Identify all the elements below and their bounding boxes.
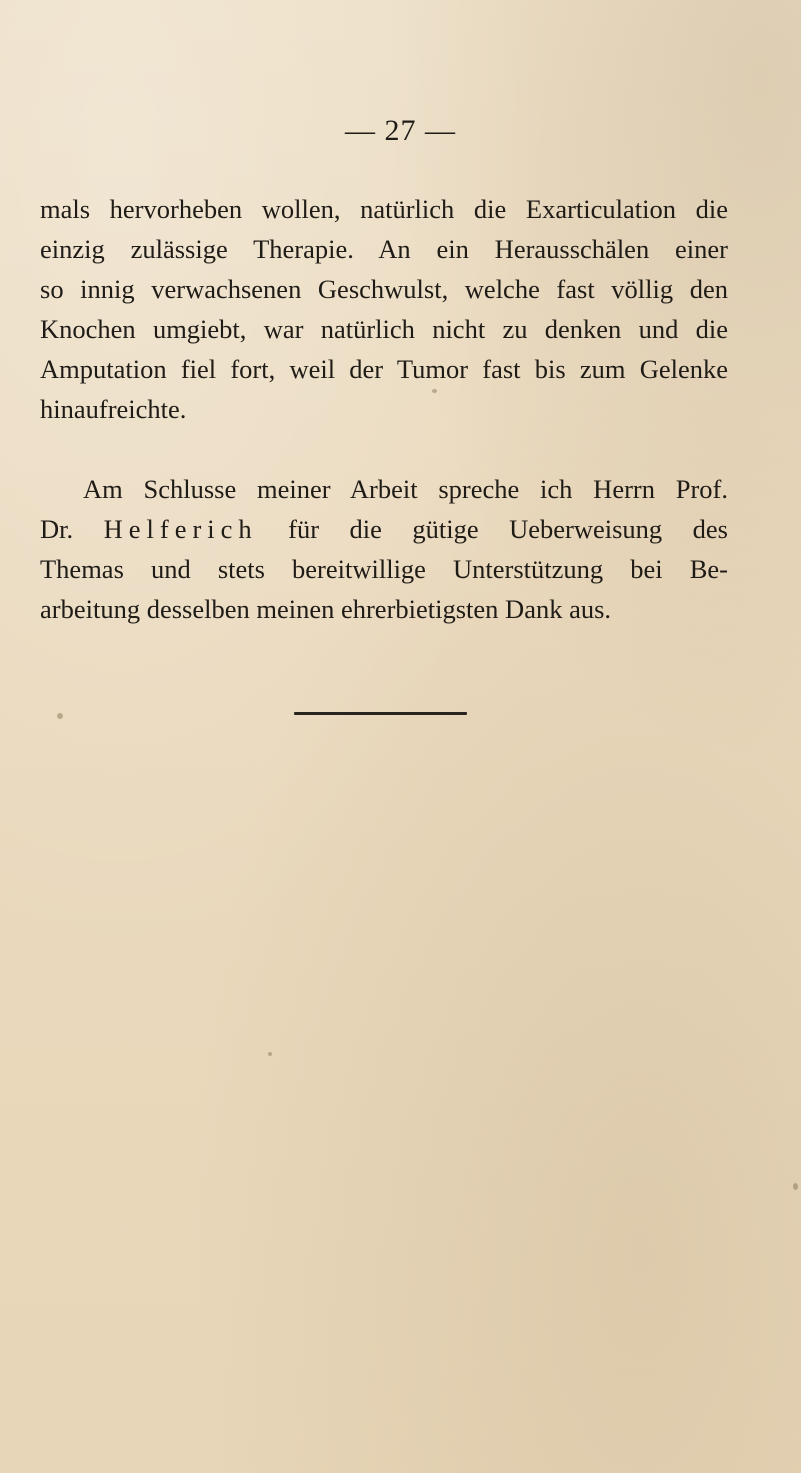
paper-speck <box>793 1183 798 1190</box>
text-fragment: Dr. <box>40 514 74 544</box>
text-line: arbeitung desselben meinen ehrerbietigsten Dank aus. <box>40 594 612 624</box>
paper-speck <box>57 713 63 719</box>
text-line: Am Schlusse meiner Arbeit spreche ich Herrn Prof. <box>83 474 728 504</box>
paper-speck <box>268 1052 272 1056</box>
professor-name: Helferich <box>103 514 258 544</box>
paragraph-acknowledgement <box>40 469 728 629</box>
section-end-rule <box>294 712 467 715</box>
text-line: mals hervorheben wollen, natürlich die Exarticulation die <box>40 194 728 224</box>
text-fragment: für die gütige Ueberweisung des <box>288 514 728 544</box>
text-line: so innig verwachsenen Geschwulst, welche fast völlig den <box>40 274 728 304</box>
text-line <box>40 509 728 549</box>
text-line: hinaufreichte. <box>40 394 187 424</box>
text-line: einzig zulässige Therapie. An ein Herausschälen einer <box>40 234 728 264</box>
page-number: — 27 — <box>345 114 456 147</box>
paragraph-exarticulation <box>40 189 728 429</box>
text-line: Themas und stets bereitwillige Unterstützung bei Be- <box>40 554 728 584</box>
text-line: Knochen umgiebt, war natürlich nicht zu denken und die <box>40 314 728 344</box>
text-line: Amputation fiel fort, weil der Tumor fast bis zum Gelenke <box>40 354 728 384</box>
paper-speck <box>432 389 437 393</box>
